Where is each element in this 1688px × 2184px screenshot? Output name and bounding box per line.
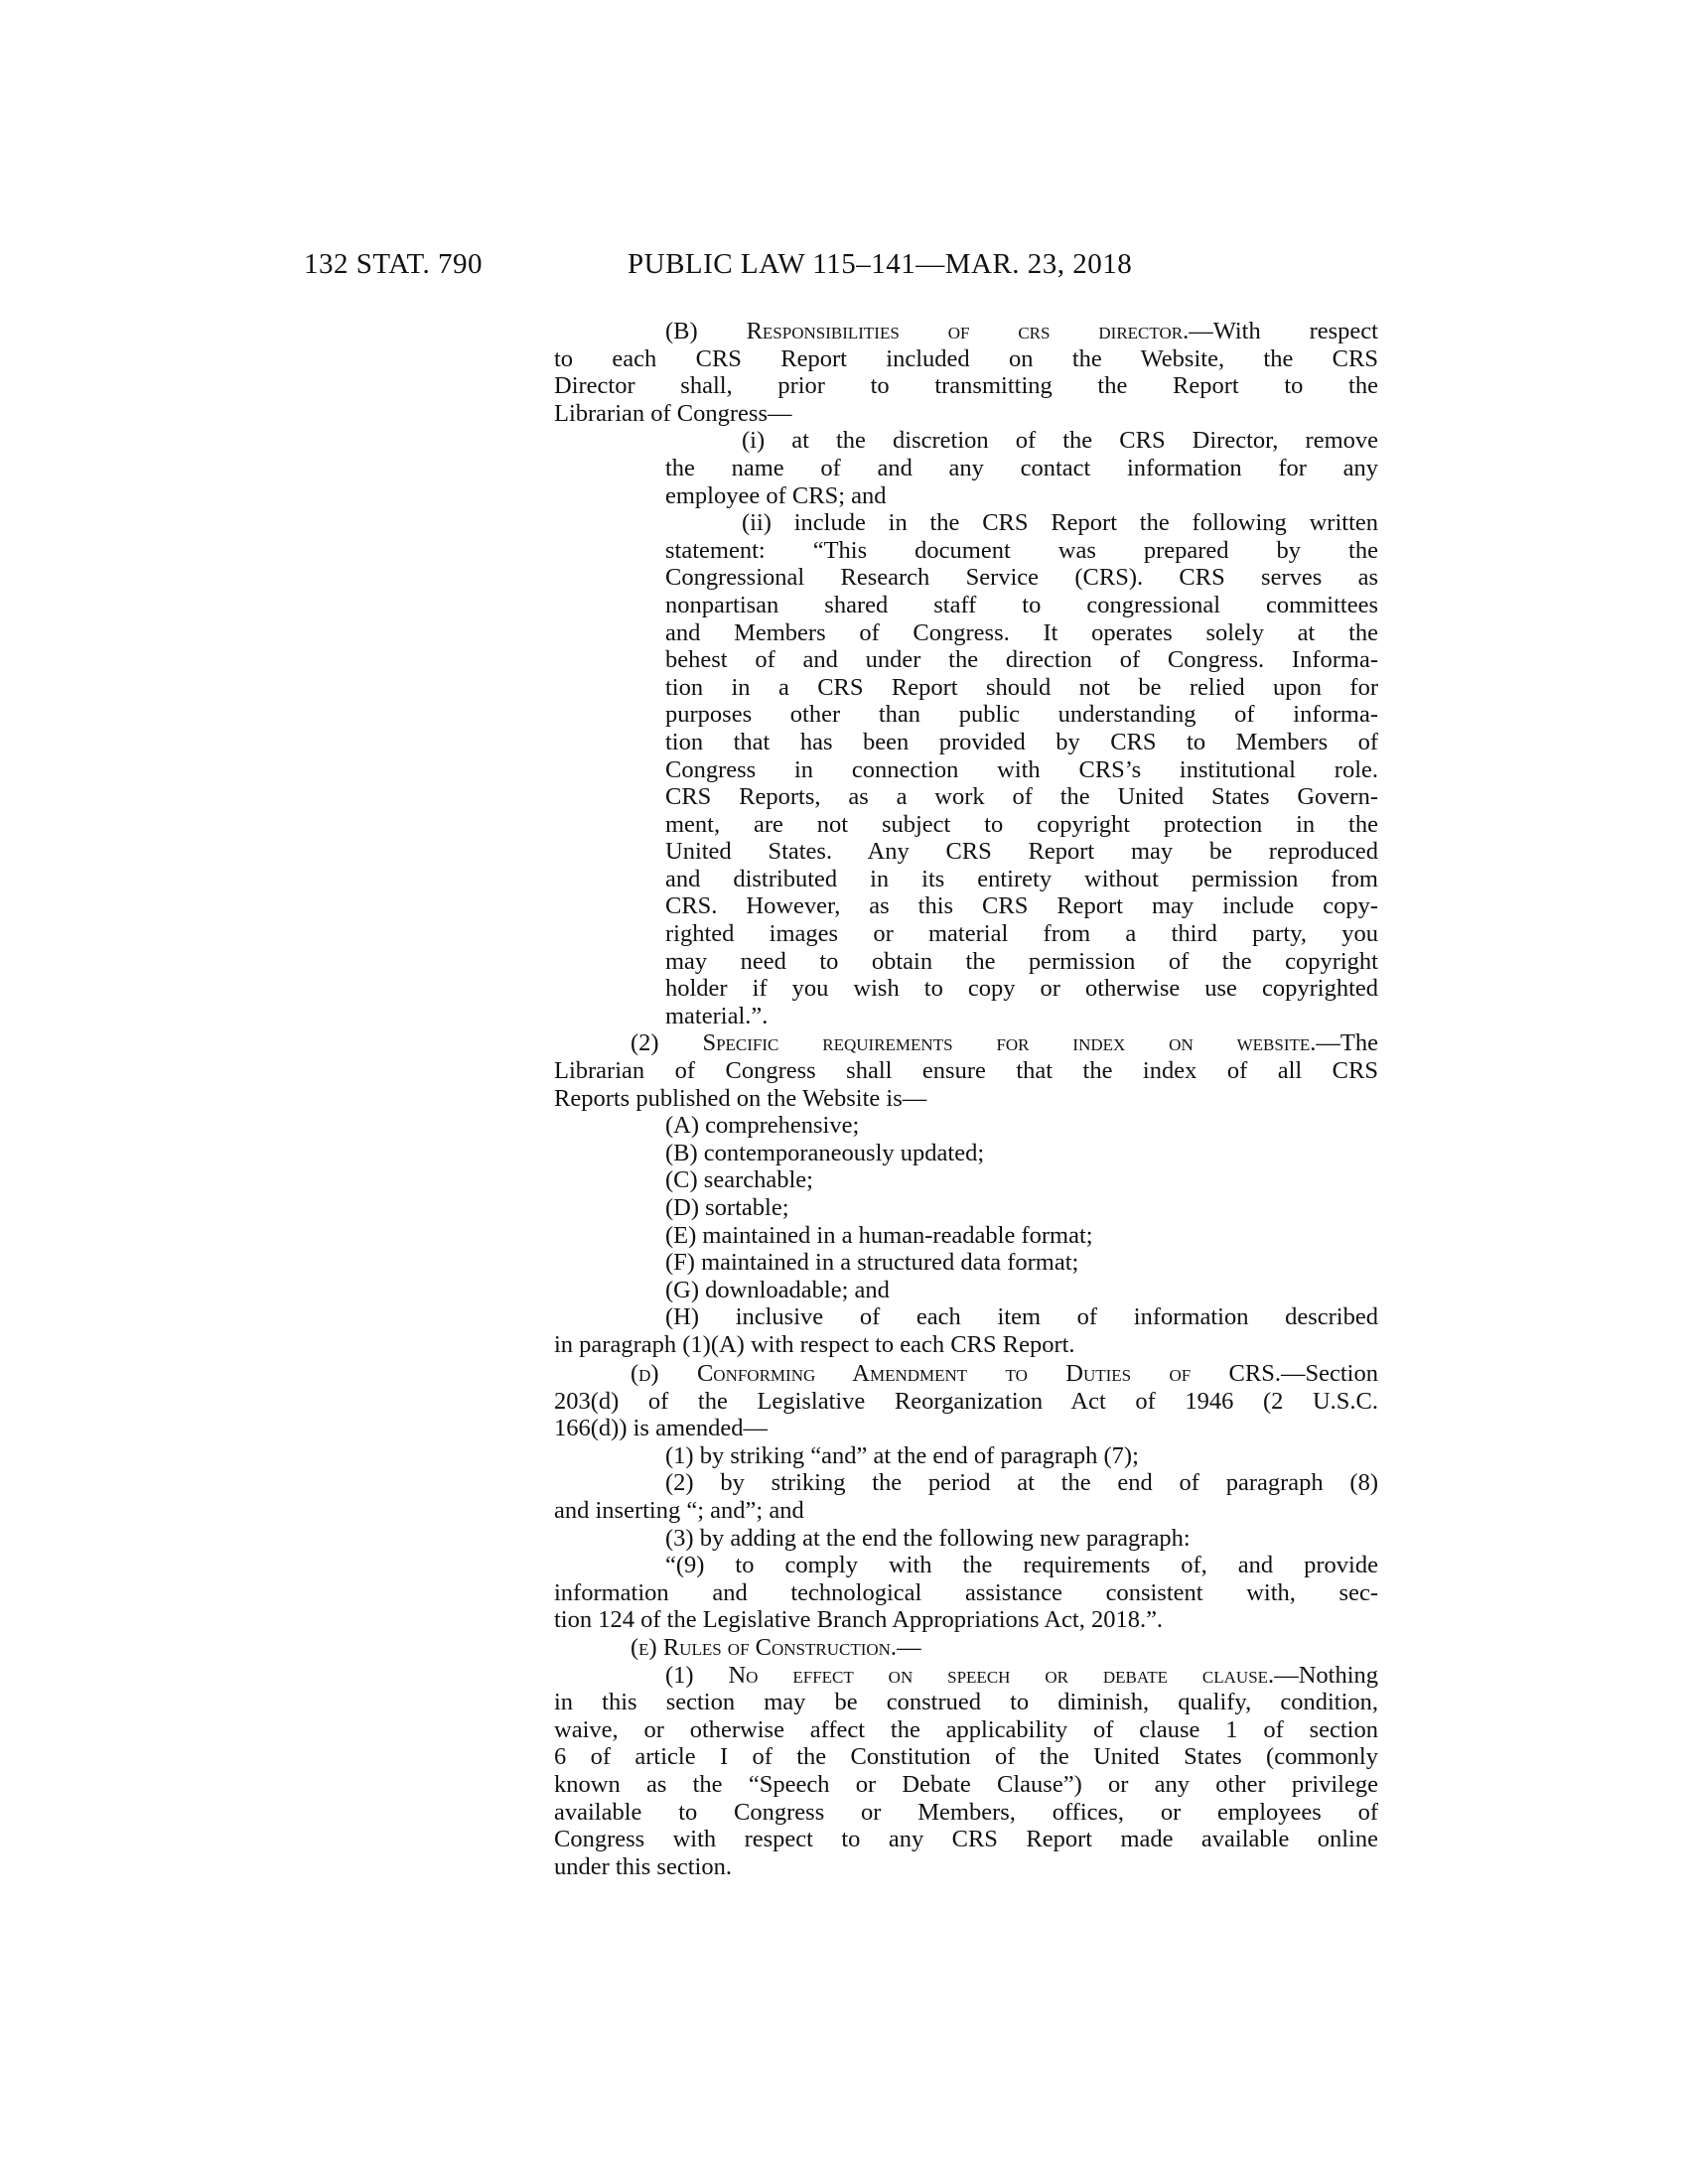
text-line: statement: “This document was prepared by the xyxy=(665,536,1378,564)
text-line: waive, or otherwise affect the applicability of clause 1 of section xyxy=(554,1715,1378,1743)
document-body xyxy=(554,318,1378,1359)
heading-small-caps: (2) Specific requirements for index on website. xyxy=(631,1029,1317,1057)
text-line: purposes other than public understanding of informa- xyxy=(665,701,1378,729)
list-item: (G) downloadable; and xyxy=(665,1276,890,1303)
list-item-h xyxy=(554,1303,1378,1358)
text-line: (B) Responsibilities of crs director.—With respect xyxy=(665,318,1378,344)
list-item: (B) contemporaneously updated; xyxy=(665,1139,985,1166)
list-item: (3) by adding at the end the following new paragraph: xyxy=(665,1524,1191,1552)
list-item: (C) searchable; xyxy=(665,1166,813,1194)
text-line: (1) No effect on speech or debate clause.—Nothing xyxy=(665,1661,1378,1689)
text-line: (i) at the discretion of the CRS Director, remove xyxy=(742,427,1378,455)
text-line: Librarian of Congress shall ensure that the index of all CRS xyxy=(554,1057,1378,1085)
text-line: available to Congress or Members, offices, or employees of xyxy=(554,1798,1378,1826)
requirements-list xyxy=(554,1112,1378,1303)
list-item: (1) by striking “and” at the end of paragraph (7); xyxy=(665,1441,1139,1469)
text-line: and inserting “; and”; and xyxy=(554,1496,804,1524)
text-line: to each CRS Report included on the Website, the CRS xyxy=(554,344,1378,372)
statute-page-reference: 132 STAT. 790 xyxy=(304,248,484,280)
page-header xyxy=(0,248,1688,288)
text-line: tion in a CRS Report should not be relied upon for xyxy=(665,673,1378,701)
text-line: (ii) include in the CRS Report the following written xyxy=(742,509,1378,537)
text-line: (2) Specific requirements for index on website.—The xyxy=(631,1029,1378,1057)
text-line: material.”. xyxy=(665,1002,769,1029)
paragraph-b-responsibilities xyxy=(554,318,1378,427)
text-line: the name of and any contact information for any xyxy=(665,454,1378,481)
text-line: Director shall, prior to transmitting the Report to the xyxy=(554,372,1378,400)
clause-ii-statement xyxy=(554,509,1378,1029)
section-d-amendment xyxy=(554,1360,1378,1880)
clause-i xyxy=(554,427,1378,509)
text-line: 203(d) of the Legislative Reorganization Act of 1946 (2 U.S.C. xyxy=(554,1387,1378,1415)
text-line: Congress with respect to any CRS Report made available online xyxy=(554,1826,1378,1853)
list-item: (A) comprehensive; xyxy=(665,1112,860,1140)
list-item: (E) maintained in a human-readable format; xyxy=(665,1221,1093,1249)
text-line: United States. Any CRS Report may be reproduced xyxy=(665,838,1378,866)
text-line: (e) Rules of Construction.— xyxy=(631,1633,921,1661)
heading-small-caps: (e) Rules of Construction. xyxy=(631,1633,898,1661)
list-item: (D) sortable; xyxy=(665,1194,789,1221)
text-line: Librarian of Congress— xyxy=(554,399,792,427)
heading-small-caps: (d) Conforming Amendment to Duties of CRS. xyxy=(631,1360,1281,1387)
heading-small-caps: (B) Responsibilities of crs director. xyxy=(665,318,1190,344)
text-line: may need to obtain the permission of the copyright xyxy=(665,947,1378,975)
text-line: “(9) to comply with the requirements of, and provide xyxy=(665,1552,1378,1579)
text-line: Congress in connection with CRS’s institutional role. xyxy=(665,755,1378,783)
text-line: CRS. However, as this CRS Report may include copy- xyxy=(665,892,1378,920)
text-line: (H) inclusive of each item of information described xyxy=(665,1303,1378,1331)
paragraph-2-index-requirements xyxy=(554,1029,1378,1112)
text-line: (2) by striking the period at the end of paragraph (8) xyxy=(665,1469,1378,1497)
text-line: known as the “Speech or Debate Clause”) or any other privilege xyxy=(554,1770,1378,1798)
text-line: ment, are not subject to copyright protection in the xyxy=(665,810,1378,838)
text-line: Reports published on the Website is— xyxy=(554,1084,927,1112)
text-line: 166(d)) is amended— xyxy=(554,1415,768,1442)
text-line: tion that has been provided by CRS to Members of xyxy=(665,728,1378,755)
text-line: (d) Conforming Amendment to Duties of CRS.—Section xyxy=(631,1360,1378,1387)
text-line: and distributed in its entirety without permission from xyxy=(665,865,1378,892)
text-line: behest of and under the direction of Congress. Informa- xyxy=(665,646,1378,674)
text-line: 6 of article I of the Constitution of the United States (commonly xyxy=(554,1743,1378,1771)
heading-small-caps: (1) No effect on speech or debate clause. xyxy=(665,1661,1275,1689)
text-line: under this section. xyxy=(554,1852,732,1880)
text-line: tion 124 of the Legislative Branch Appropriations Act, 2018.”. xyxy=(554,1606,1164,1634)
list-item: (F) maintained in a structured data format; xyxy=(665,1249,1079,1277)
text-line: in this section may be construed to diminish, qualify, condition, xyxy=(554,1689,1378,1716)
text-line: Congressional Research Service (CRS). CRS serves as xyxy=(665,564,1378,592)
text-line: righted images or material from a third party, you xyxy=(665,920,1378,948)
text-line: and Members of Congress. It operates solely at the xyxy=(665,618,1378,646)
text-line: in paragraph (1)(A) with respect to each CRS Report. xyxy=(554,1330,1075,1358)
public-law-title: PUBLIC LAW 115–141—MAR. 23, 2018 xyxy=(628,248,1133,280)
text-line: holder if you wish to copy or otherwise use copyrighted xyxy=(665,975,1378,1003)
text-line: CRS Reports, as a work of the United States Govern- xyxy=(665,783,1378,811)
text-line: information and technological assistance consistent with, sec- xyxy=(554,1578,1378,1606)
text-line: nonpartisan shared staff to congressional committees xyxy=(665,591,1378,618)
text-line: employee of CRS; and xyxy=(665,481,887,509)
